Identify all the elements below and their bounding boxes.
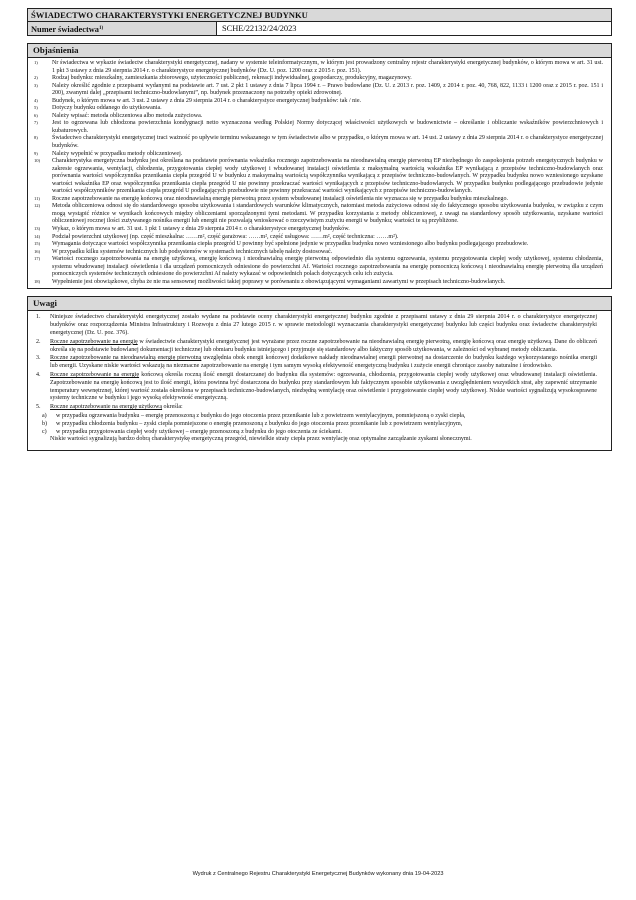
remark-text [50,372,597,403]
remark-subitem-text: w przypadku przygotowania ciepłej wody użytkowej – energię przenoszoną z budynku do jego otoczenia ze ściekami. [56,428,343,435]
footnote-item [34,120,603,135]
footnote-number: 11) [34,195,40,201]
footnote-item [34,105,603,113]
remark-lead: Roczne zapotrzebowanie na energię użytkową [50,404,163,411]
remark-text [50,339,597,355]
explanations-list [28,58,611,288]
footnote-number: 7) [34,120,38,126]
print-footer: Wydruk z Centralnego Rejestru Charakterystyki Energetycznej Budynków wykonany dnia 19-04-2023 [192,871,444,877]
footnote-number: 2) [34,75,38,81]
footnote-item [34,249,603,257]
footnote-item [34,158,603,196]
remark-subitem-letter: c) [42,428,47,435]
footnote-text: Roczne zapotrzebowanie na energię końcową oraz nieodnawialną energię pierwotną przez system wbudowanej instalacji oświetlenia nie wyznacza się w przypadku budynku mieszkalnego. [52,195,508,202]
footnote-item [34,151,603,159]
footnote-text: W przypadku kilku systemów technicznych lub podsystemów w systemach technicznych tabelę należy dostosować. [52,248,333,255]
remark-number: 1. [36,314,41,321]
remark-body: w świadectwie charakterystyki energetycznej jest wyrażane przez roczne zapotrzebowanie na nieodnawialną energię pierwotną, energię końcową oraz energię użytkową. Dane do obliczeń określa się na podstawie budowlanej dokumentacji technicznej lub obmiaru budynku istniejącego i przyjmuje się standardowy albo faktyczny sposób użytkowania, w zależności od wybranej metody obliczania. [50,338,597,353]
certificate-number-footnote: 1) [99,26,104,31]
remark-subitem [36,429,597,437]
footnote-number: 9) [34,150,38,156]
footnote-item [34,135,603,150]
footnote-number: 6) [34,112,38,118]
footnote-text: Rodzaj budynku: mieszkalny, zamieszkania zbiorowego, użyteczności publicznej, rekreacji indywidualnej, gospodarczy, produkcyjny, magazynowy. [52,75,412,82]
page-title: ŚWIADECTWO CHARAKTERYSTYKI ENERGETYCZNEJ BUDYNKU [27,8,612,21]
remark-text [50,355,597,371]
footnote-number: 18) [34,278,41,284]
footnote-text: Świadectwo charakterystyki energetycznej traci ważność po upływie terminu wskazanego w tym świadectwie albo w przypadku, o którym mowa w art. 14 ust. 2 ustawy z dnia 29 sierpnia 2014 r. o charakterystyce energetycznej budynków. [52,135,603,150]
footnote-number: 17) [34,256,41,262]
remark-body: uwzględnia obok energii końcowej dodatkowe nakłady nieodnawialnej energii pierwotnej na dostarczenie do budynku każdego wykorzystanego nośnika energii lub energii. Uzyskane niskie wartości wskazują na niezmacne zapotrzebowanie na energię i tym samym wysoką efektywność energetyczną budynku i zużycie energii chroniące zasoby naturalne i środowisko. [50,355,597,370]
remark-body: końcową określa roczną ilość energii dostarczanej do budynku dla systemów: ogrzewania, chłodzenia, przygotowania ciepłej wody użytkowej oraz wbudowanej instalacji oświetlenia. Zapotrzebowanie na energię końcową jest to ilość energii, która powinna być dostarczona do budynku przy standardowym lub faktycznym sposobie użytkowania z uwzględnieniem wszystkich strat, aby zapewnić utrzymanie temperatury wewnętrznej, której wartość została określona w przepisach techniczno-budowlanych, niezbędną wentylację oraz oświetlenie i przygotowanie ciepłej wody użytkowej. Niskie wartości sygnalizują wysokosprawne systemy techniczne w budynku i jego wysoką efektywność energetyczną. [50,371,597,402]
footnote-number: 8) [34,135,38,141]
footnote-item [34,226,603,234]
footnote-item [34,83,603,98]
explanations-heading: Objaśnienia [28,44,611,58]
remark-lead: Roczne zapotrzebowanie na energię [50,371,140,378]
footnote-number: 3) [34,82,38,88]
remark-subitem-letter: a) [42,412,47,419]
certificate-number-label-text: Numer świadectwa [31,25,99,34]
certificate-number-row [27,21,612,36]
footnote-item [34,234,603,242]
remark-number: 2. [36,338,41,345]
footnote-text: Należy wpisać: metoda obliczeniowa albo metoda zużyciowa. [52,112,203,119]
remarks-list [28,311,611,450]
footnote-text: Dotyczy budynku oddanego do użytkowania. [52,105,162,112]
remarks-heading: Uwagi [28,297,611,311]
footnote-text: Wartości rocznego zapotrzebowania na energię użytkową, energię końcową i nieodnawialną energię pierwotną odpowiednio dla systemu ogrzewania, systemu przygotowania ciepłej wody użytkowej, systemu chłodzenia, systemu wbudowanej instalacji oświetlenia i dla urządzeń pomocniczych odniesione do powierzchni Af. Wartości rocznego zapotrzebowania na energię pomocniczą końcową i nieodnawialną energię pierwotną dla urządzeń pomocniczych systemów technicznych odniesione do powierzchni Af należy wykazać w odpowiednich polach dotyczących celu ich zużycia. [52,256,603,278]
footnote-number: 14) [34,233,41,239]
footnote-item [34,241,603,249]
remark-item [36,372,597,403]
footnote-item [34,279,603,287]
remark-item [36,404,597,412]
footnote-text: Metoda obliczeniowa odnosi się do standardowego sposobu użytkowania i standardowych warunków klimatycznych, natomiast metoda zużyciowa odnosi się do faktycznego sposobu użytkowania budynku, w związku z czym mogą wystąpić różnice w wynikach końcowych między obliczeniami sporządzonymi tymi metodami. W przypadku korzystania z metody obliczeniowej, z uwagi na standardowy sposób użytkowania, uzyskane wartości obliczeniowej rocznej ilości zużywanego nośnika energii lub energii nie pozwalają wnioskować o rzeczywistym zużyciu energii w budynku; wartości te są przybliżone. [52,203,603,225]
footnote-item [34,203,603,226]
footnote-number: 13) [34,226,41,232]
footnote-number: 5) [34,105,38,111]
remark-closing: Niskie wartości sygnalizują bardzo dobrą charakterystykę energetyczną przegród, niewielkie straty ciepła przez wentylację oraz optymalne zarządzanie zyskami słonecznymi. [50,436,472,443]
remark-item [36,355,597,371]
remarks-section [27,296,612,451]
certificate-number-label [28,22,217,35]
footnote-number: 16) [34,248,41,254]
explanations-section [27,43,612,289]
remark-number: 4. [36,371,41,378]
footnote-text: Należy wypełnić w przypadku metody obliczeniowej. [52,150,183,157]
footnote-text: Należy określić zgodnie z przepisami wydanymi na podstawie art. 7 ust. 2 pkt 1 ustawy z dnia 7 lipca 1994 r. – Prawo budowlane (Dz. U. z 2013 r. poz. 1409, z 2014 r. poz. 40, 768, 822, 1133 i 1200 oraz z 2015 r. poz. 151 i 200), zwanymi dalej „przepisami techniczno-budowlanymi”, np. budynek przeznaczony na potrzeby opieki zdrowotnej. [52,82,603,97]
remark-item [36,314,597,337]
remark-lead: Roczne zapotrzebowanie na nieodnawialną energię pierwotną [50,355,202,362]
remark-item [36,339,597,355]
footnote-number: 1) [34,60,38,65]
remark-subitem-text: w przypadku chłodzenia budynku – zyski ciepła pomniejszone o energię przenoszoną z budynku do jego otoczenia przez przenikanie lub z powietrzem wentylacyjnym, [56,420,463,427]
remark-subitem [36,421,597,429]
remark-body: określa: [162,404,183,411]
footnote-number: 10) [34,158,41,164]
footnote-text: Nr świadectwa w wykazie świadectw charakterystyki energetycznej, nadany w systemie teleinformatycznym, w którym jest prowadzony centralny rejestr charakterystyki energetycznej budynków, o którym mowa w art. 31 ust. 1 pkt 3 ustawy z dnia 29 sierpnia 2014 r. o charakterystyce energetycznej budynków (Dz. U. poz. 1200 oraz z 2015 r. poz. 151). [52,60,603,74]
footnote-item [34,113,603,121]
remark-text [50,404,597,412]
remark-subitem-text: w przypadku ogrzewania budynku – energię przenoszoną z budynku do jego otoczenia przez przenikanie lub z powietrzem wentylacyjnym, pomniejszoną o zyski ciepła, [56,412,466,419]
footnote-number: 4) [34,97,38,103]
remark-text [50,314,597,337]
remark-number: 3. [36,355,41,362]
footnote-text: Wykaz, o którym mowa w art. 31 ust. 1 pkt 1 ustawy z dnia 29 sierpnia 2014 r. o charakterystyce energetycznej budynków. [52,226,350,233]
certificate-page [27,8,612,451]
footnote-text: Wymagania dotyczące wartości współczynnika przenikania ciepła przegród U powinny być spełnione jedynie w przypadku budynku nowo wzniesionego albo budynku podlegającego przebudowie. [52,241,529,248]
footnote-text: Charakterystyka energetyczna budynku jest określana na podstawie porównania wskaźnika rocznego zapotrzebowania na nieodnawialną energię pierwotną EP niezbędnego do zaspokojenia potrzeb energetycznych budynku w zakresie ogrzewania, wentylacji, chłodzenia, przygotowania ciepłej wody użytkowej i wbudowanej instalacji oświetlenia z maksymalną wartością wskaźnika EP wynikającą z przepisów techniczno-budowlanych oraz porównania wartości współczynnika przenikania ciepła przegród U w budynku z maksymalną wartością współczynnika wynikającą z przepisów techniczno-budowlanych. W przypadku budynku nowo wzniesionego uzyskane wartości wskaźnika EP oraz współczynnika przenikania ciepła przegród U nie powinny przekraczać wartości wynikających z przepisów techniczno-budowlanych. W przypadku budynku podlegającego przebudowie jedynie wartości współczynników przenikania ciepła przegród U podlegających przebudowie nie powinny przekraczać wartości wynikających z przepisów techniczno-budowlanych. [52,158,603,195]
footnote-text: Budynek, o którym mowa w art. 3 ust. 2 ustawy z dnia 29 sierpnia 2014 r. o charakterystyce energetycznej budynków: tak / nie. [52,97,362,104]
remark-lead: Roczne zapotrzebowanie na energię [50,338,138,345]
footnote-number: 15) [34,241,41,247]
remark-subitem [36,413,597,421]
remark-subitem-letter: b) [42,420,48,427]
footnote-text: Podział powierzchni użytkowej (np. część mieszkalna: ……m², część garażowa: ……m², część usługowa: ……m², część techniczna: ……m²). [52,233,399,240]
remark-body: Niniejsze świadectwo charakterystyki energetycznej zostało wydane na podstawie oceny charakterystyki energetycznej budynku zgodnie z przepisami ustawy z dnia 29 sierpnia 2014 r. o charakterystyce energetycznej budynków oraz rozporządzenia Ministra Infrastruktury i Rozwoju z dnia 27 lutego 2015 r. w sprawie metodologii wyznaczania charakterystyki energetycznej budynku lub części budynku oraz świadectw charakterystyki energetycznej (Dz. U. poz. 376). [50,314,597,336]
footnote-text: Jest to ogrzewana lub chłodzona powierzchnia kondygnacji netto wyznaczona według Polskiej Normy dotyczącej właściwości użytkowych w budownictwie – określanie i obliczanie wskaźników powierzchniowych i kubaturowych. [52,120,603,134]
footnote-item [34,75,603,83]
remark-number: 5. [36,404,41,411]
remark-closing-row [36,436,597,444]
footnote-text: Wypełnienie jest obowiązkowe, chyba że nie ma sensownej możliwości takiej poprawy w porównaniu z obowiązującymi wymaganiami zawartymi w przepisach techniczno-budowlanych. [52,278,506,285]
footnote-item [34,98,603,106]
footnote-number: 12) [34,203,41,209]
footnote-item [34,60,603,75]
certificate-number-value: SCHE/22132/24/2023 [222,24,297,33]
footnote-item [34,256,603,279]
